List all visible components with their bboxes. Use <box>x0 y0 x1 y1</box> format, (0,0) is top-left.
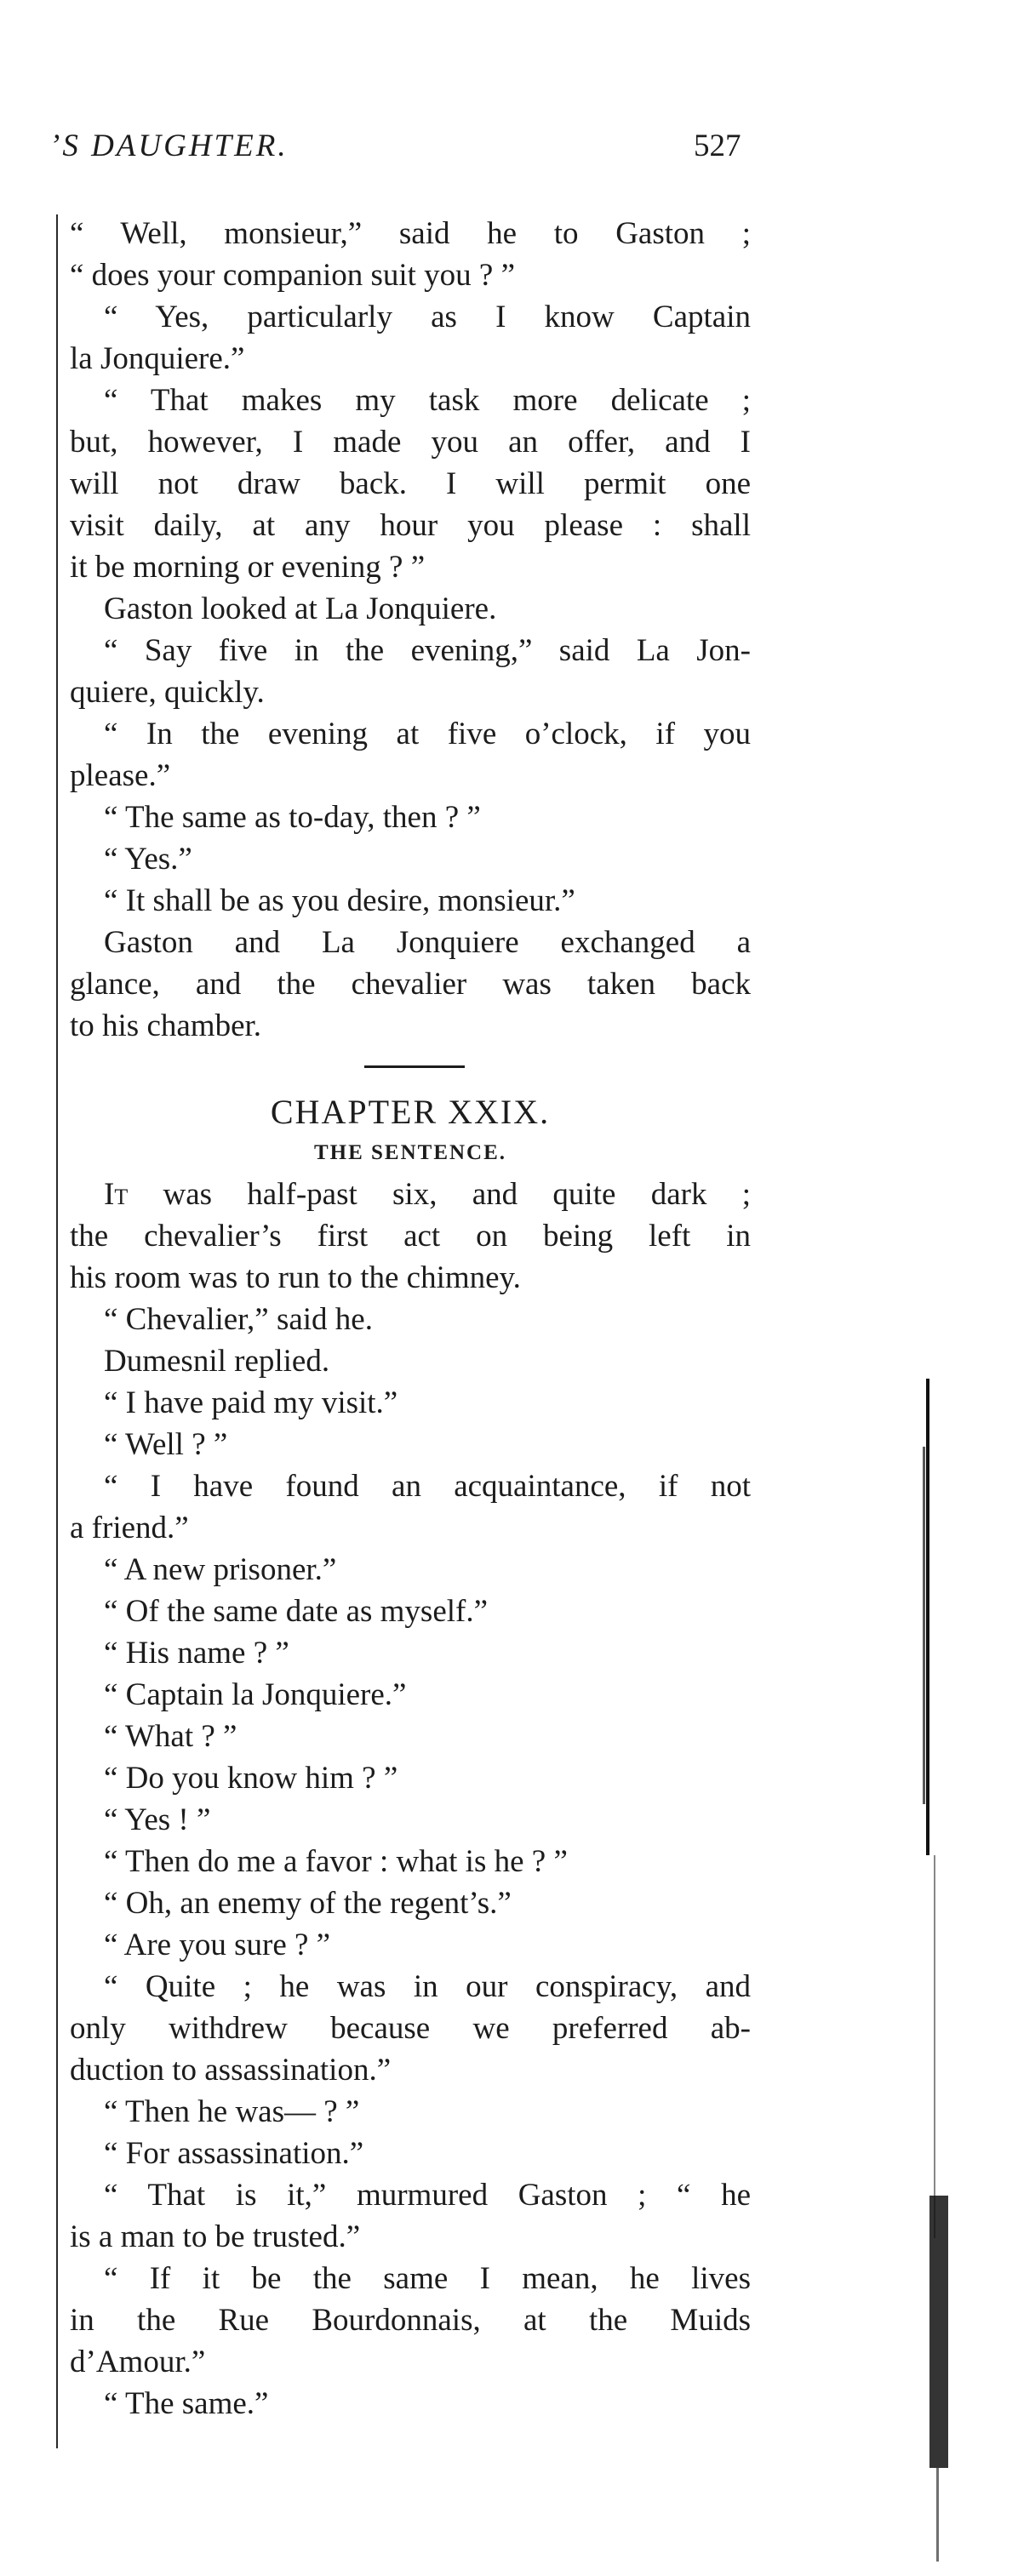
text-line: “ If it be the same I mean, he lives <box>104 2261 751 2296</box>
text-line: “ Of the same date as myself.” <box>104 1594 489 1629</box>
text-line: “ Captain la Jonquiere.” <box>104 1677 407 1712</box>
text-line: “ Then do me a favor : what is he ? ” <box>104 1844 568 1879</box>
text-line: please.” <box>70 758 171 793</box>
text-line: “ Well, monsieur,” said he to Gaston ; <box>70 216 751 251</box>
text-line: the chevalier’s first act on being left in <box>70 1219 751 1254</box>
running-head: ’S DAUGHTER. <box>49 129 289 163</box>
text-line: “ Chevalier,” said he. <box>104 1302 373 1337</box>
text-line: a friend.” <box>70 1511 189 1545</box>
text-line: but, however, I made you an offer, and I <box>70 425 751 460</box>
text-line: “ For assassination.” <box>104 2136 364 2171</box>
text-line: “ Well ? ” <box>104 1427 228 1462</box>
margin-rule <box>56 214 58 2448</box>
text-line: “ Say five in the evening,” said La Jon- <box>104 633 751 668</box>
text-line: “ Yes ! ” <box>104 1802 211 1837</box>
chapter-title: CHAPTER XXIX. <box>270 1093 551 1131</box>
body-text <box>70 213 751 2425</box>
text-line: “ It shall be as you desire, monsieur.” <box>104 883 575 918</box>
text-line: Dumesnil replied. <box>104 1344 330 1379</box>
chapter-subtitle: THE SENTENCE. <box>313 1141 507 1164</box>
text-line: “ Yes.” <box>104 842 192 877</box>
text-line: “ I have paid my visit.” <box>104 1385 398 1420</box>
opening-word: It <box>104 1177 129 1212</box>
text-line: “ Do you know him ? ” <box>104 1761 398 1796</box>
text-line: quiere, quickly. <box>70 675 265 710</box>
text-line: la Jonquiere.” <box>70 341 245 376</box>
text-line: visit daily, at any hour you please : shall <box>70 508 751 543</box>
text-line: “ does your companion suit you ? ” <box>70 258 516 293</box>
text-line: his room was to run to the chimney. <box>70 1260 521 1295</box>
text-line: to his chamber. <box>70 1008 262 1043</box>
text-line: only withdrew because we preferred ab- <box>70 2011 751 2046</box>
section-divider <box>364 1065 465 1068</box>
text-line: “ Quite ; he was in our conspiracy, and <box>104 1969 751 2004</box>
opening-rest: was half-past six, and quite dark ; <box>128 1177 751 1212</box>
text-line: “ That makes my task more delicate ; <box>104 383 751 418</box>
text-line: “ That is it,” murmured Gaston ; “ he <box>104 2178 751 2213</box>
text-line: d’Amour.” <box>70 2345 206 2379</box>
text-line: “ Are you sure ? ” <box>104 1928 331 1962</box>
text-line: glance, and the chevalier was taken back <box>70 967 751 1002</box>
page-number: 527 <box>694 129 741 163</box>
text-line: Gaston looked at La Jonquiere. <box>104 591 497 626</box>
text-line: is a man to be trusted.” <box>70 2219 361 2254</box>
text-line: will not draw back. I will permit one <box>70 466 751 501</box>
chapter-opening-line <box>70 1174 751 1215</box>
text-line: “ A new prisoner.” <box>104 1552 337 1587</box>
text-line: “ Oh, an enemy of the regent’s.” <box>104 1886 512 1921</box>
text-line: “ His name ? ” <box>104 1636 289 1671</box>
text-line: Gaston and La Jonquiere exchanged a <box>104 925 751 960</box>
text-line: “ Yes, particularly as I know Captain <box>104 300 751 334</box>
text-line: it be morning or evening ? ” <box>70 550 426 585</box>
text-line: in the Rue Bourdonnais, at the Muids <box>70 2303 751 2338</box>
text-line: duction to assassination.” <box>70 2053 392 2088</box>
text-line: “ What ? ” <box>104 1719 237 1754</box>
text-line: “ The same.” <box>104 2386 269 2421</box>
text-line: “ In the evening at five o’clock, if you <box>104 717 751 751</box>
text-line: “ I have found an acquaintance, if not <box>104 1469 751 1504</box>
text-line: “ The same as to-day, then ? ” <box>104 800 481 835</box>
text-line: “ Then he was— ? ” <box>104 2094 360 2129</box>
